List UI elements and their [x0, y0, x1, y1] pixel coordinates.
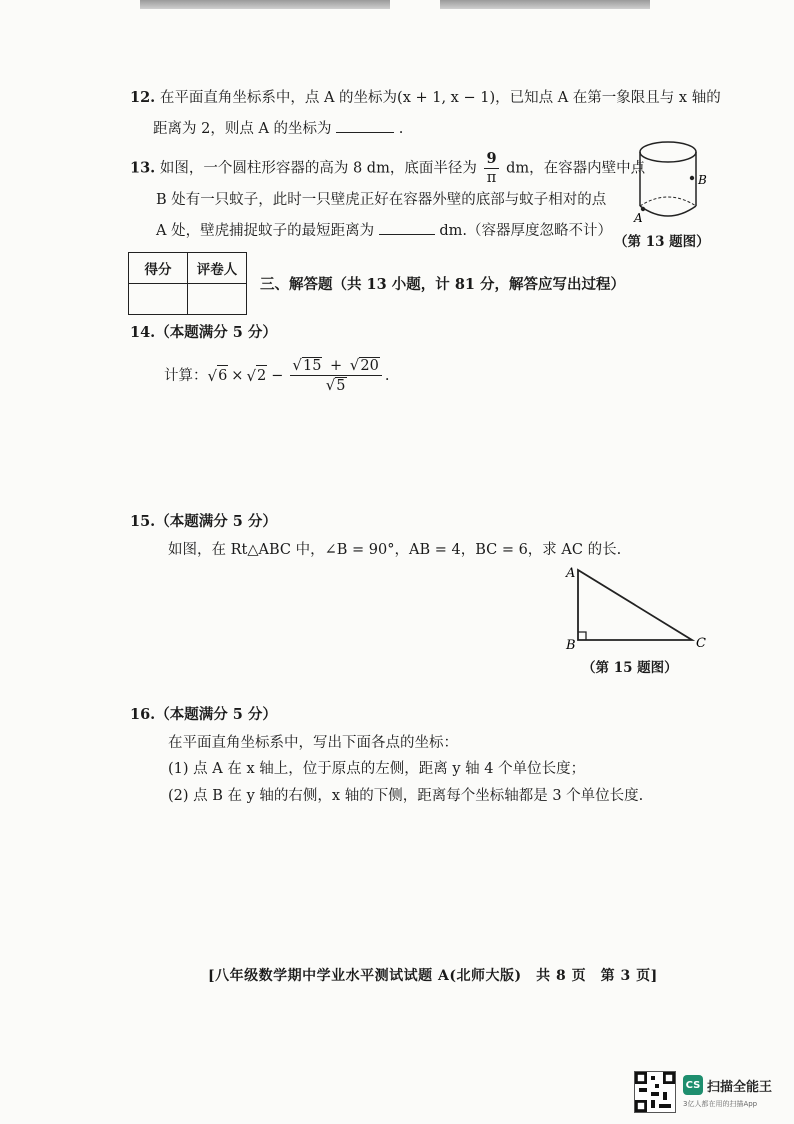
q14-r2: 2	[256, 365, 267, 386]
q13-text-1b: dm，在容器内壁中点	[506, 160, 646, 177]
q13-line2: B 处有一只蚊子，此时一只壁虎正好在容器外壁的底部与蚊子相对的点	[156, 192, 607, 208]
q13-frac-num: 9	[486, 150, 497, 167]
q13-text-3b: dm.（容器厚度忽略不计）	[439, 223, 612, 239]
q14-r20: 20	[360, 358, 379, 374]
q13-cylinder-figure	[628, 138, 708, 224]
label-a: A	[634, 211, 643, 224]
q13-line1	[130, 150, 645, 187]
q12-text-1: 在平面直角坐标系中，点 A 的坐标为(x + 1, x − 1)，已知点 A 在第一象限且与 x 轴的	[159, 90, 721, 106]
score-label: 得分	[129, 253, 188, 284]
q13-radius-fraction	[484, 150, 498, 187]
q13-number: 13.	[130, 159, 156, 177]
score-table	[128, 252, 247, 315]
q14-header: 14.（本题满分 5 分）	[130, 324, 277, 341]
q13-text-3a: A 处，壁虎捕捉蚊子的最短距离为	[156, 223, 375, 239]
q15-header: 15.（本题满分 5 分）	[130, 513, 277, 530]
q12-line1	[130, 88, 721, 108]
q14-end: .	[384, 367, 390, 384]
grader-label: 评卷人	[188, 253, 247, 284]
sqrt-symbol: √	[292, 356, 302, 374]
grader-cell[interactable]	[188, 284, 247, 315]
page-footer: [八年级数学期中学业水平测试试题 A(北师大版) 共 8 页 第 3 页]	[208, 968, 658, 984]
label-b: B	[566, 638, 576, 653]
q12-text-2b: .	[398, 121, 404, 137]
q14-plus: +	[330, 358, 343, 374]
cylinder-bottom-front	[640, 206, 696, 216]
q13-figure-caption: （第 13 题图）	[614, 234, 710, 250]
q14-numerator	[290, 356, 381, 376]
scan-edge-right	[440, 0, 650, 9]
q12-number: 12.	[130, 89, 156, 106]
mosquito-point-b	[690, 176, 694, 180]
label-b: B	[698, 173, 707, 187]
watermark-app-name: 扫描全能王	[707, 1080, 773, 1095]
q16-header: 16.（本题满分 5 分）	[130, 706, 277, 723]
q15-triangle-figure	[560, 560, 720, 656]
q15-text: 如图，在 Rt△ABC 中，∠B = 90°，AB = 4，BC = 6，求 AC 的长.	[168, 542, 622, 558]
sqrt-symbol: √	[349, 356, 360, 374]
sqrt-symbol: √	[207, 366, 218, 385]
q12-text-2a: 距离为 2，则点 A 的坐标为	[153, 121, 332, 137]
q13-text-1a: 如图，一个圆柱形容器的高为 8 dm，底面半径为	[159, 160, 477, 177]
q14-times: ×	[231, 367, 244, 384]
q15-figure-caption: （第 15 题图）	[582, 660, 678, 676]
q16-text-1: 在平面直角坐标系中，写出下面各点的坐标：	[168, 735, 458, 751]
q16-text-3: (2) 点 B 在 y 轴的右侧，x 轴的下侧，距离每个坐标轴都是 3 个单位长度.	[168, 788, 644, 804]
section3-title: 三、解答题（共 13 小题，计 81 分，解答应写出过程）	[260, 276, 626, 293]
label-c: C	[696, 636, 706, 651]
q12-line2	[153, 118, 403, 139]
scan-edge-left	[140, 0, 390, 9]
q13-line3	[156, 220, 612, 241]
q14-r15: 15	[302, 358, 322, 374]
cylinder-bottom-back	[640, 197, 696, 206]
watermark-tagline: 3亿人都在用的扫描App	[683, 1100, 758, 1108]
q13-frac-den: π	[486, 170, 497, 186]
q14-expression	[164, 356, 389, 395]
sqrt-symbol: √	[325, 376, 336, 394]
score-cell[interactable]	[129, 284, 188, 315]
sqrt-symbol: √	[246, 366, 257, 385]
q16-text-2: (1) 点 A 在 x 轴上，位于原点的左侧，距离 y 轴 4 个单位长度；	[168, 761, 586, 777]
qr-code-icon	[634, 1071, 676, 1113]
q14-prompt: 计算：	[164, 367, 208, 384]
q12-answer-blank[interactable]	[336, 118, 394, 133]
camscanner-logo-icon: CS	[683, 1075, 703, 1095]
q14-fraction	[290, 356, 381, 395]
label-a: A	[566, 566, 576, 581]
triangle-abc	[578, 570, 692, 640]
q14-r6: 6	[217, 365, 228, 386]
q14-denominator	[326, 376, 347, 395]
cylinder-top-ellipse	[640, 142, 696, 162]
right-angle-marker	[578, 632, 586, 640]
q14-r5: 5	[336, 378, 346, 394]
q14-minus: −	[271, 367, 284, 384]
q13-answer-blank[interactable]	[379, 220, 435, 235]
